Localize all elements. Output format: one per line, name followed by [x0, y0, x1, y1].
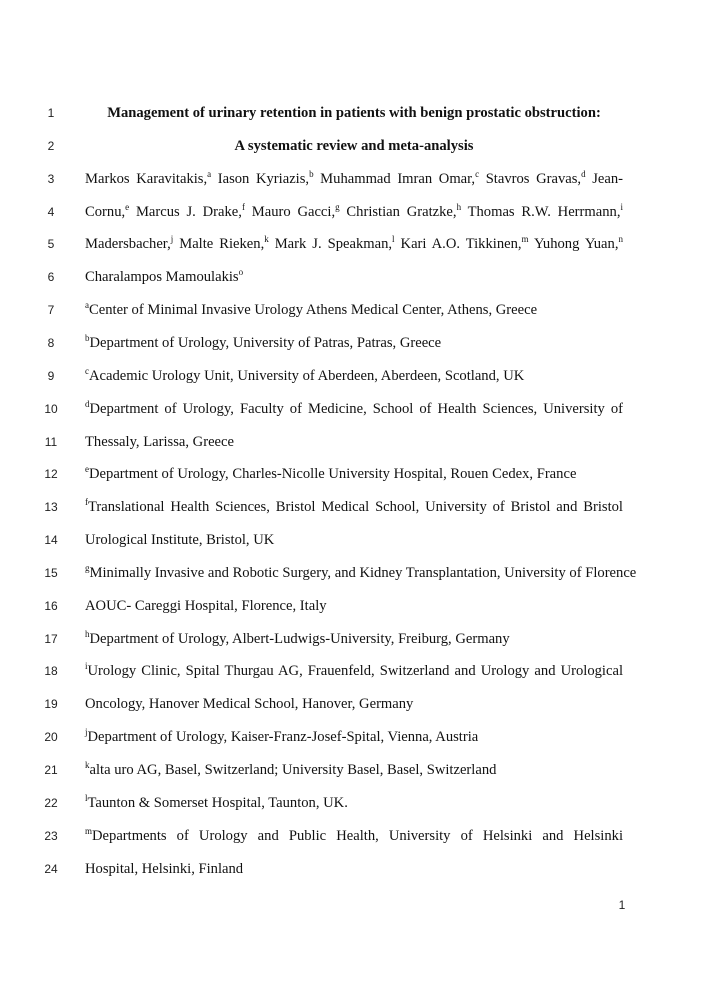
affiliation-marker: o [238, 267, 244, 278]
manuscript-line [0, 169, 707, 191]
affiliation-line [85, 366, 623, 386]
affiliation-marker: k [85, 760, 90, 770]
affiliation-marker: k [264, 234, 269, 245]
line-text: Department of Urology, Faculty of Medicine, School of Health Sciences, University of [89, 400, 623, 417]
affiliation-line [85, 694, 623, 714]
line-text: Oncology, Hanover Medical School, Hanover, Germany [85, 696, 414, 713]
title-line [85, 103, 623, 123]
affiliation-marker: g [85, 562, 90, 573]
manuscript-line [0, 793, 707, 815]
affiliation-line [85, 727, 623, 747]
author-line [85, 169, 623, 189]
manuscript-line [0, 760, 707, 782]
line-text: Thessaly, Larissa, Greece [85, 433, 234, 450]
line-text: Mauro Gacci, [244, 203, 336, 220]
line-text: Department of Urology, University of Patras, Patras, Greece [89, 334, 442, 351]
manuscript-line [0, 629, 707, 651]
affiliation-line [85, 399, 623, 419]
line-number: 5 [47, 237, 55, 252]
line-text: Urological Institute, Bristol, UK [85, 532, 275, 549]
line-number: 12 [44, 467, 58, 482]
manuscript-line [0, 563, 707, 585]
line-text: Academic Urology Unit, University of Aberdeen, Aberdeen, Scotland, UK [89, 367, 525, 384]
author-line [85, 267, 623, 287]
affiliation-marker: e [85, 464, 89, 475]
manuscript-line [0, 859, 707, 881]
title-line [85, 136, 623, 156]
line-text: Center of Minimal Invasive Urology Athens Medical Center, Athens, Greece [89, 302, 538, 319]
affiliation-marker: l [85, 792, 88, 803]
affiliation-marker: b [309, 168, 314, 179]
manuscript-line [0, 202, 707, 224]
line-number: 8 [47, 335, 55, 350]
manuscript-line [0, 136, 707, 158]
manuscript-line [0, 826, 707, 848]
line-text: Department of Urology, Charles-Nicolle University Hospital, Rouen Cedex, France [89, 466, 577, 483]
line-text: Muhammad Imran Omar, [313, 170, 476, 187]
manuscript-line [0, 661, 707, 683]
manuscript-line [0, 694, 707, 716]
line-number: 18 [44, 664, 58, 679]
affiliation-line [85, 530, 623, 550]
line-text: Minimally Invasive and Robotic Surgery, and Kidney Transplantation, University of Florence [89, 564, 637, 581]
affiliation-marker: b [85, 332, 90, 343]
manuscript-line [0, 267, 707, 289]
line-number: 23 [44, 828, 58, 843]
affiliation-line [85, 793, 623, 813]
affiliation-line [85, 760, 623, 780]
line-number: 19 [44, 697, 58, 712]
line-number: 1 [47, 106, 55, 120]
line-text: Jean- [592, 170, 623, 187]
author-line [85, 234, 623, 254]
manuscript-line [0, 366, 707, 388]
manuscript-line [0, 497, 707, 519]
affiliation-marker: h [85, 628, 90, 639]
affiliation-marker: g [335, 201, 340, 212]
affiliation-line [85, 859, 623, 879]
affiliation-line [85, 826, 623, 846]
line-number: 7 [47, 303, 55, 318]
affiliation-marker: d [85, 398, 90, 409]
line-text: Marcus J. Drake, [129, 203, 242, 220]
line-number: 15 [44, 565, 58, 580]
line-text: Departments of Urology and Public Health, University of Helsinki and Helsinki [92, 827, 623, 844]
affiliation-line [85, 661, 623, 681]
line-text: Yuhong Yuan, [528, 236, 619, 253]
line-number: 3 [47, 171, 55, 186]
manuscript-line [0, 399, 707, 421]
manuscript-line [0, 530, 707, 552]
line-text: Madersbacher, [85, 236, 171, 253]
manuscript-line [0, 333, 707, 355]
line-number: 17 [44, 631, 58, 646]
affiliation-line [85, 464, 623, 484]
line-text: Translational Health Sciences, Bristol Medical School, University of Bristol and Bristol [88, 499, 623, 516]
affiliation-line [85, 333, 623, 353]
manuscript-line [0, 464, 707, 486]
line-text: Iason Kyriazis, [211, 170, 310, 187]
affiliation-marker: c [475, 168, 480, 179]
line-text: Taunton & Somerset Hospital, Taunton, UK. [87, 794, 348, 811]
line-number: 9 [47, 368, 55, 383]
line-text: A systematic review and meta-analysis [234, 137, 474, 154]
affiliation-line [85, 432, 623, 452]
affiliation-marker: m [85, 825, 93, 836]
line-number: 14 [44, 533, 58, 548]
line-text: Malte Rieken, [173, 236, 265, 253]
line-number: 4 [47, 204, 55, 219]
affiliation-line [85, 300, 623, 320]
line-number: 10 [44, 401, 58, 416]
affiliation-marker: m [521, 234, 529, 245]
line-text: Management of urinary retention in patients with benign prostatic obstruction: [107, 105, 601, 121]
line-text: AOUC- Careggi Hospital, Florence, Italy [85, 597, 327, 614]
affiliation-line [85, 497, 623, 517]
line-text: Department of Urology, Albert-Ludwigs-University, Freiburg, Germany [89, 630, 510, 647]
line-text: Thomas R.W. Herrmann, [461, 203, 621, 220]
affiliation-marker: j [170, 234, 174, 245]
line-number: 24 [44, 861, 58, 876]
affiliation-marker: j [85, 727, 88, 738]
affiliation-marker: e [125, 201, 130, 212]
line-text: Stavros Gravas, [479, 170, 582, 187]
affiliation-line [85, 629, 623, 649]
line-text: Urology Clinic, Spital Thurgau AG, Frauenfeld, Switzerland and Urology and Urological [87, 663, 623, 680]
line-text: Department of Urology, Kaiser-Franz-Josef-Spital, Vienna, Austria [87, 729, 479, 746]
line-text: Markos Karavitakis, [85, 170, 208, 187]
line-text: alta uro AG, Basel, Switzerland; University Basel, Basel, Switzerland [89, 762, 497, 778]
line-number: 20 [44, 730, 58, 745]
manuscript-line [0, 234, 707, 256]
affiliation-marker: n [618, 234, 623, 245]
manuscript-line [0, 727, 707, 749]
page-number: 1 [618, 898, 626, 912]
line-text: Hospital, Helsinki, Finland [85, 860, 244, 877]
manuscript-line [0, 103, 707, 125]
line-text: Kari A.O. Tikkinen, [394, 236, 522, 253]
affiliation-line [85, 562, 637, 583]
line-text: Mark J. Speakman, [268, 236, 393, 253]
affiliation-marker: h [456, 201, 462, 212]
manuscript-line [0, 300, 707, 322]
line-text: Cornu, [85, 203, 126, 220]
line-text: Christian Gratzke, [339, 203, 457, 220]
affiliation-marker: i [620, 201, 623, 212]
manuscript-line [0, 596, 707, 618]
line-number: 11 [44, 434, 58, 449]
line-number: 16 [44, 598, 58, 613]
affiliation-line [85, 596, 623, 616]
line-number: 22 [44, 795, 58, 810]
affiliation-marker: c [85, 365, 89, 376]
affiliation-marker: a [85, 300, 89, 311]
affiliation-marker: i [85, 661, 88, 672]
line-number: 6 [47, 270, 55, 285]
line-number: 21 [44, 763, 58, 777]
line-text: Charalampos Mamoulakis [85, 269, 239, 286]
affiliation-marker: l [392, 234, 395, 245]
affiliation-marker: f [85, 497, 88, 508]
affiliation-marker: d [581, 168, 586, 179]
manuscript-line [0, 432, 707, 454]
line-number: 13 [44, 500, 58, 515]
line-number: 2 [47, 138, 55, 153]
author-line [85, 202, 623, 222]
affiliation-marker: f [241, 201, 245, 212]
affiliation-marker: a [207, 168, 212, 179]
